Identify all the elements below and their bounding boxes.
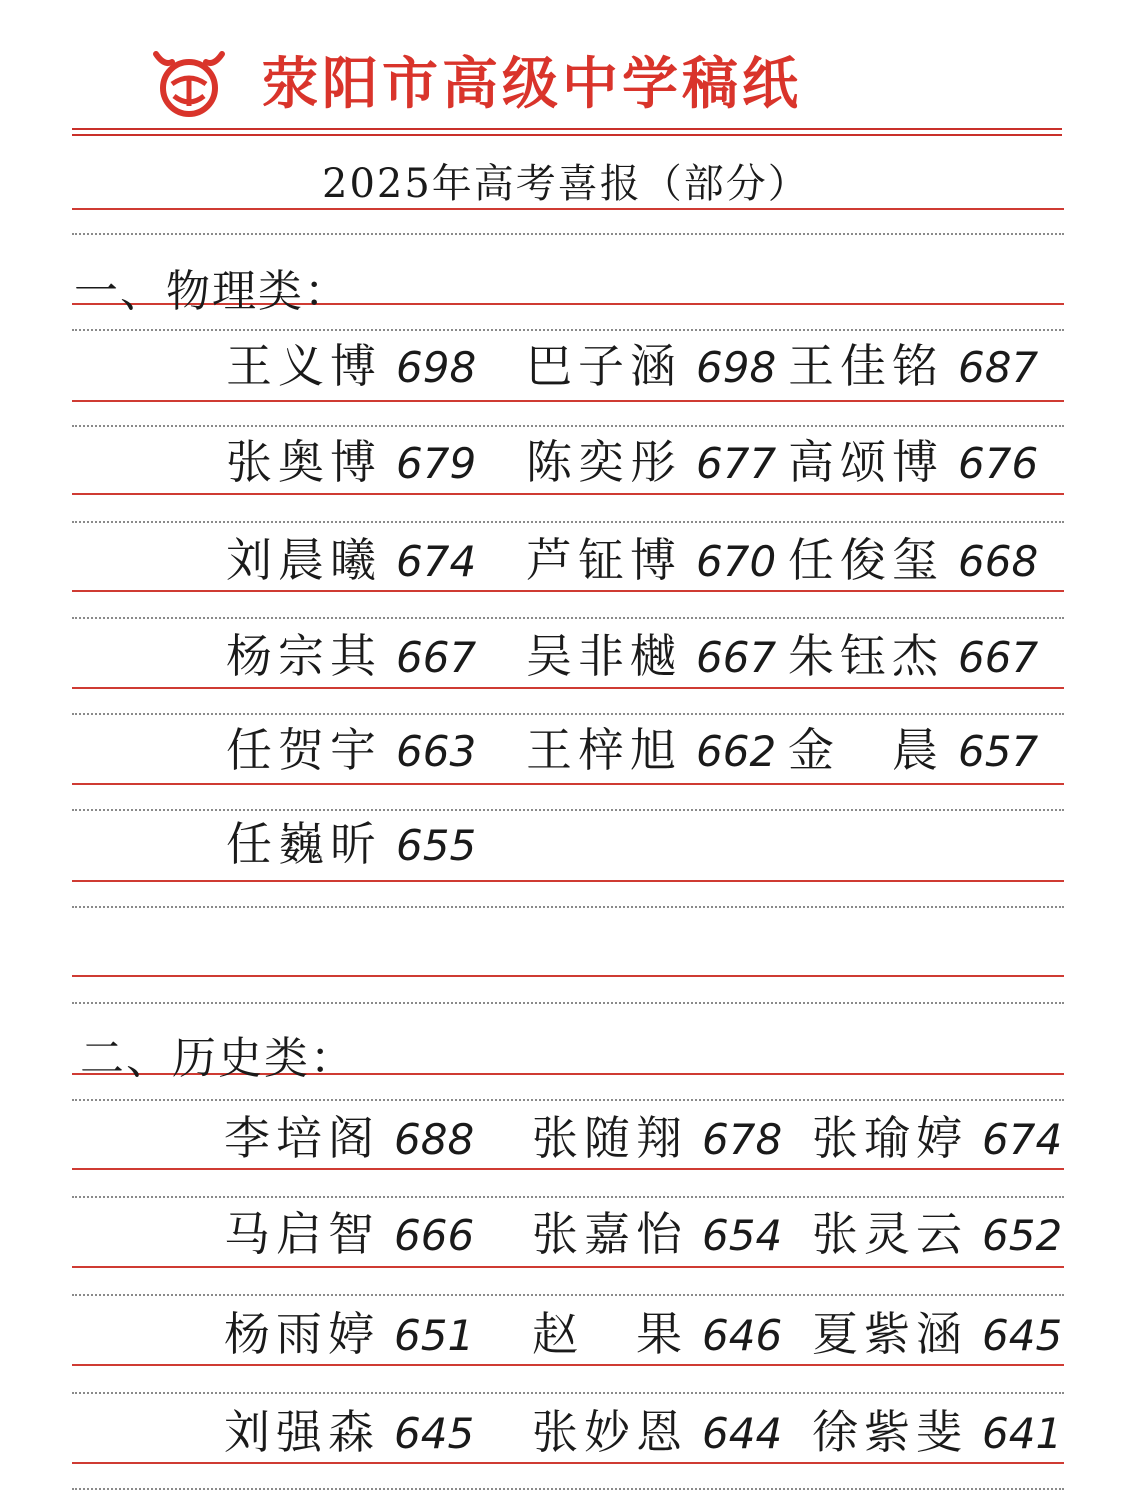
ruled-line [72,590,1064,592]
student-score: 667 [396,633,477,682]
score-entry [812,1206,1062,1264]
student-score: 687 [958,343,1039,392]
score-entry [226,722,476,780]
score-entry [812,1306,1062,1364]
student-name: 高颂博 [788,435,944,489]
ruled-line [72,1168,1064,1170]
student-score: 663 [396,727,477,776]
guide-line [72,809,1064,811]
paper-header [0,0,1148,140]
score-entry [788,628,1038,686]
student-score: 666 [394,1211,475,1260]
ruled-line [72,493,1064,495]
section-label-history: 二、历史类： [80,1033,356,1084]
report-title: 2025年高考喜报（部分） [322,161,810,207]
student-name: 王义博 [226,339,382,393]
student-name: 张灵云 [812,1207,968,1261]
score-entry [788,722,1038,780]
student-score: 651 [394,1311,475,1360]
section-label-physics: 一、物理类： [74,266,350,317]
ruled-line [72,1364,1064,1366]
guide-line [72,521,1064,523]
score-entry [532,1110,782,1168]
student-name: 刘晨曦 [226,533,382,587]
student-name: 张瑜婷 [812,1111,968,1165]
guide-line [72,1099,1064,1101]
student-score: 698 [396,343,477,392]
student-name: 杨雨婷 [224,1307,380,1361]
score-entry [226,532,476,590]
score-entry [224,1110,474,1168]
student-score: 644 [702,1409,783,1458]
ruled-line [72,1266,1064,1268]
student-name: 金 晨 [788,723,944,777]
student-name: 朱钰杰 [788,629,944,683]
guide-line [72,1196,1064,1198]
student-score: 677 [696,439,777,488]
score-entry [224,1306,474,1364]
student-name: 陈奕彤 [526,435,682,489]
score-entry [788,434,1038,492]
student-score: 667 [696,633,777,682]
student-score: 674 [396,537,477,586]
student-score: 655 [396,821,477,870]
student-name: 任巍昕 [226,817,382,871]
student-name: 芦钲博 [526,533,682,587]
student-score: 674 [982,1115,1063,1164]
student-score: 662 [696,727,777,776]
score-entry [812,1404,1062,1462]
score-entry [532,1306,782,1364]
student-score: 654 [702,1211,783,1260]
score-entry [224,1206,474,1264]
score-entry [788,338,1038,396]
student-name: 马启智 [224,1207,380,1261]
student-score: 645 [982,1311,1063,1360]
score-entry [526,434,776,492]
ruled-line [72,975,1064,977]
student-name: 张妙恩 [532,1405,688,1459]
score-entry [812,1110,1062,1168]
school-emblem-icon [150,48,228,118]
score-entry [226,338,476,396]
student-score: 688 [394,1115,475,1164]
score-entry [224,1404,474,1462]
header-rule-bottom [72,134,1062,136]
score-entry [532,1206,782,1264]
paper-title: 荥阳市高级中学稿纸 [262,52,802,117]
score-entry [526,532,776,590]
student-score: 670 [696,537,777,586]
student-score: 657 [958,727,1039,776]
guide-line [72,1392,1064,1394]
student-name: 王梓旭 [526,723,682,777]
student-name: 张奥博 [226,435,382,489]
guide-line [72,1002,1064,1004]
student-name: 徐紫斐 [812,1405,968,1459]
student-name: 吴非樾 [526,629,682,683]
student-name: 王佳铭 [788,339,944,393]
header-rule-top [72,128,1062,130]
student-name: 张随翔 [532,1111,688,1165]
student-name: 任贺宇 [226,723,382,777]
student-name: 夏紫涵 [812,1307,968,1361]
ruled-line [72,783,1064,785]
ruled-line [72,687,1064,689]
student-score: 667 [958,633,1039,682]
ruled-line [72,400,1064,402]
student-score: 679 [396,439,477,488]
guide-line [72,425,1064,427]
student-score: 652 [982,1211,1063,1260]
score-entry [788,532,1038,590]
score-entry [226,628,476,686]
student-name: 张嘉怡 [532,1207,688,1261]
score-entry [526,722,776,780]
guide-line [72,906,1064,908]
student-name: 杨宗其 [226,629,382,683]
student-score: 645 [394,1409,475,1458]
score-entry [532,1404,782,1462]
student-score: 676 [958,439,1039,488]
student-name: 巴子涵 [526,339,682,393]
guide-line [72,233,1064,235]
ruled-line [72,880,1064,882]
student-name: 任俊玺 [788,533,944,587]
student-score: 641 [982,1409,1063,1458]
guide-line [72,713,1064,715]
guide-line [72,1488,1064,1490]
score-entry [526,628,776,686]
guide-line [72,329,1064,331]
student-score: 678 [702,1115,783,1164]
student-score: 668 [958,537,1039,586]
ruled-line [72,1462,1064,1464]
student-score: 646 [702,1311,783,1360]
score-entry [226,816,476,874]
student-score: 698 [696,343,777,392]
score-entry [526,338,776,396]
student-name: 赵 果 [532,1307,688,1361]
student-name: 刘强森 [224,1405,380,1459]
score-entry [226,434,476,492]
guide-line [72,617,1064,619]
student-name: 李培阁 [224,1111,380,1165]
guide-line [72,1294,1064,1296]
